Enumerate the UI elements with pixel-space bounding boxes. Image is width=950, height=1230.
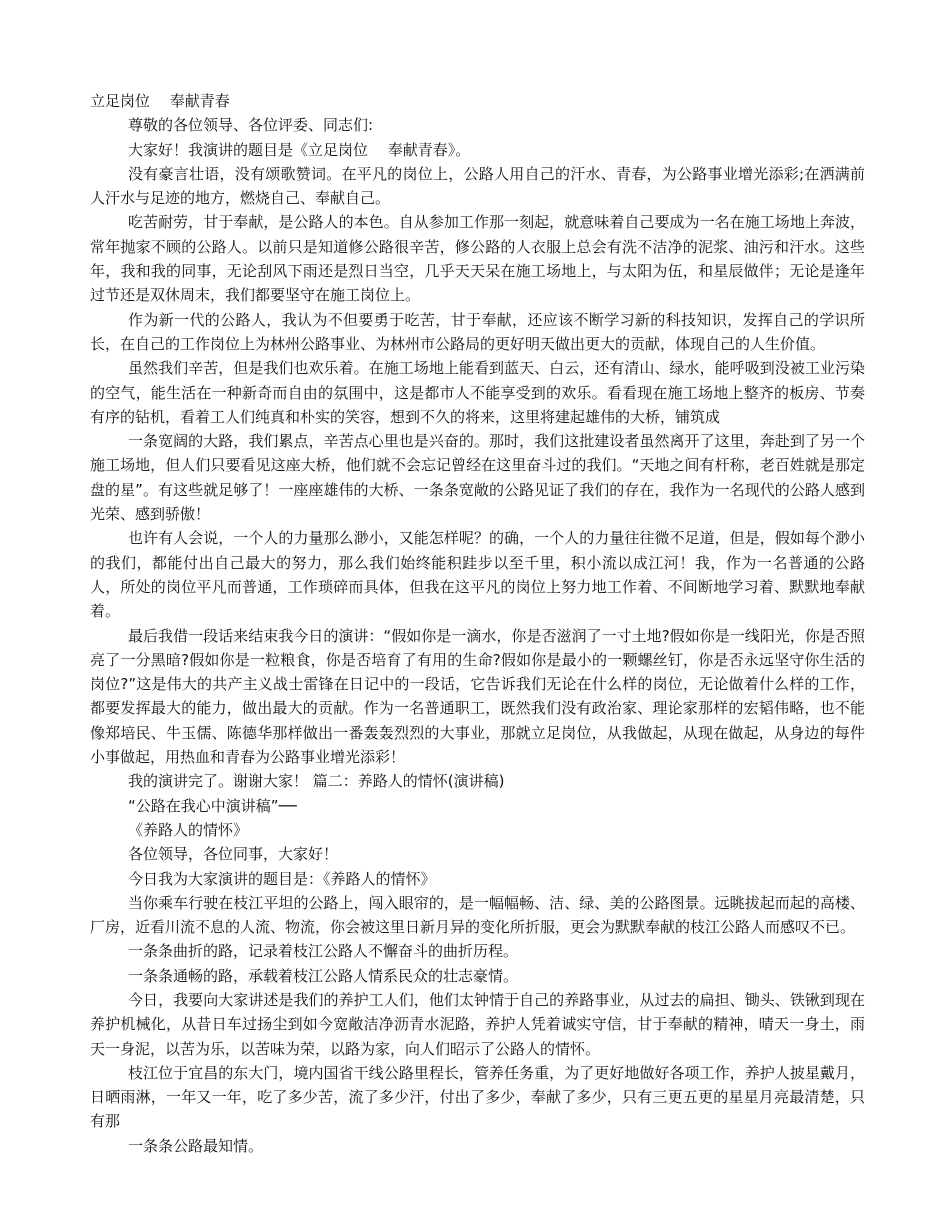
paragraph-body: 一条条通畅的路，承载着枝江公路人情系民众的壮志豪情。 [128, 966, 519, 985]
paragraph-body: 今日我为大家演讲的题目是：《养路人的情怀》 [128, 869, 436, 888]
paragraph-greeting: 大家好！我演讲的题目是《立足岗位 奉献青春》。 [128, 140, 471, 159]
paragraph-body: 作为新一代的公路人，我认为不但要勇于吃苦，甘于奉献，还应该不断学习新的科技知识，发挥自己的学识所长，在自己的工作岗位上为林州公路事业、为林州市公路局的更好明天做出更大的贡献，体现自己的人生价值。 [90, 310, 865, 353]
paragraph-body: 一条条公路最知情。 [128, 1136, 264, 1155]
paragraph-body: 也许有人会说，一个人的力量那么渺小，又能怎样呢？的确，一个人的力量往往微不足道，但是，假如每个渺小的我们，都能付出自己最大的努力，那么我们始终能积跬步以至千里，积小流以成江河！我，作为一名普通的公路人，所处的岗位平凡而普通，工作琐碎而具体，但我在这平凡的岗位上努力地工作着、不间断地学习着、默默地奉献着。 [90, 529, 865, 621]
paragraph-closing: 我的演讲完了。谢谢大家！ 篇二：养路人的情怀(演讲稿) [128, 772, 505, 791]
document-title: 立足岗位 奉献青春 [90, 92, 230, 110]
paragraph-body: 没有豪言壮语，没有颂歌赞词。在平凡的岗位上，公路人用自己的汗水、青春，为公路事业增光添彩;在洒满前人汗水与足迹的地方，燃烧自己、奉献自己。 [90, 164, 865, 208]
paragraph-body: 一条条曲折的路，记录着枝江公路人不懈奋斗的曲折历程。 [128, 942, 519, 961]
paragraph-body: 今日，我要向大家讲述是我们的养护工人们，他们太钟情于自己的养路事业，从过去的扁担、锄头、铁锹到现在养护机械化，从昔日车过扬尘到如今宽敞洁净沥青水泥路，养护人凭着诚实守信，甘于奉献的精神，晴天一身土，雨天一身泥，以苦为乐，以苦味为荣，以路为家，向人们昭示了公路人的情怀。 [90, 990, 865, 1058]
paragraph-body: 最后我借一段话来结束我今日的演讲：“假如你是一滴水，你是否滋润了一寸土地?假如你是一线阳光，你是否照亮了一分黑暗?假如你是一粒粮食，你是否培育了有用的生命?假如你是最小的一颗螺丝钉，你是否永远坚守你生活的岗位?”这是伟大的共产主义战士雷锋在日记中的一段话，它告诉我们无论在什么样的岗位，无论做着什么样的工作，都要发挥最大的能力，做出最大的贡献。作为一名普通职工，既然我们没有政治家、理论家那样的宏韬伟略，也不能像郑培民、牛玉儒、陈德华那样做出一番轰轰烈烈的大事业，那就立足岗位，从我做起，从现在做起，从身边的每件小事做起，用热血和青春为公路事业增光添彩！ [90, 626, 865, 767]
document-page [90, 89, 865, 1158]
paragraph-body: 吃苦耐劳，甘于奉献，是公路人的本色。自从参加工作那一刻起，就意味着自己要成为一名在施工场地上奔波，常年抛家不顾的公路人。以前只是知道修公路很辛苦，修公路的人衣服上总会有洗不洁净的泥浆、油污和汗水。这些年，我和我的同事，无论刮风下雨还是烈日当空，几乎天天呆在施工场地上，与太阳为伍，和星辰做伴；无论是逢年过节还是双休周末，我们都要坚守在施工岗位上。 [90, 213, 865, 305]
paragraph-salutation: 尊敬的各位领导、各位评委、同志们: [128, 116, 374, 135]
paragraph-subheading: 《养路人的情怀》 [128, 820, 249, 839]
paragraph-body: 虽然我们辛苦，但是我们也欢乐着。在施工场地上能看到蓝天、白云，还有清山、绿水，能呼吸到没被工业污染的空气，能生活在一种新奇而自由的氛围中，这是都市人不能享受到的欢乐。看看现在施工场地上整齐的板房、节奏有序的钻机，看着工人们纯真和朴实的笑容，想到不久的将来，这里将建起雄伟的大桥，铺筑成 [90, 359, 865, 426]
paragraph-salutation: 各位领导，各位同事，大家好！ [128, 845, 339, 864]
paragraph-body: 枝江位于宜昌的东大门，境内国省干线公路里程长，管养任务重，为了更好地做好各项工作，养护人披星戴月，日晒雨淋，一年又一年，吃了多少苦，流了多少汗，付出了多少，奉献了多少，只有三更五更的星星月亮最清楚，只有那 [90, 1063, 865, 1131]
paragraph-body: 一条宽阔的大路，我们累点，辛苦点心里也是兴奋的。那时，我们这批建设者虽然离开了这里，奔赴到了另一个施工场地，但人们只要看见这座大桥，他们就不会忘记曾经在这里奋斗过的我们。“天地之间有杆称，老百姓就是那定盘的星”。有这些就足够了！一座座雄伟的大桥、一条条宽敞的公路见证了我们的存在，我作为一名现代的公路人感到光荣、感到骄傲！ [90, 432, 865, 524]
paragraph-body: 当你乘车行驶在枝江平坦的公路上，闯入眼帘的，是一幅幅畅、洁、绿、美的公路图景。远眺拔起而起的高楼、厂房，近看川流不息的人流、物流，你会被这里日新月异的变化所折服，更会为默默奉献的枝江公路人而感叹不已。 [90, 893, 865, 937]
paragraph-subheading: “公路在我心中演讲稿”── [128, 796, 297, 815]
